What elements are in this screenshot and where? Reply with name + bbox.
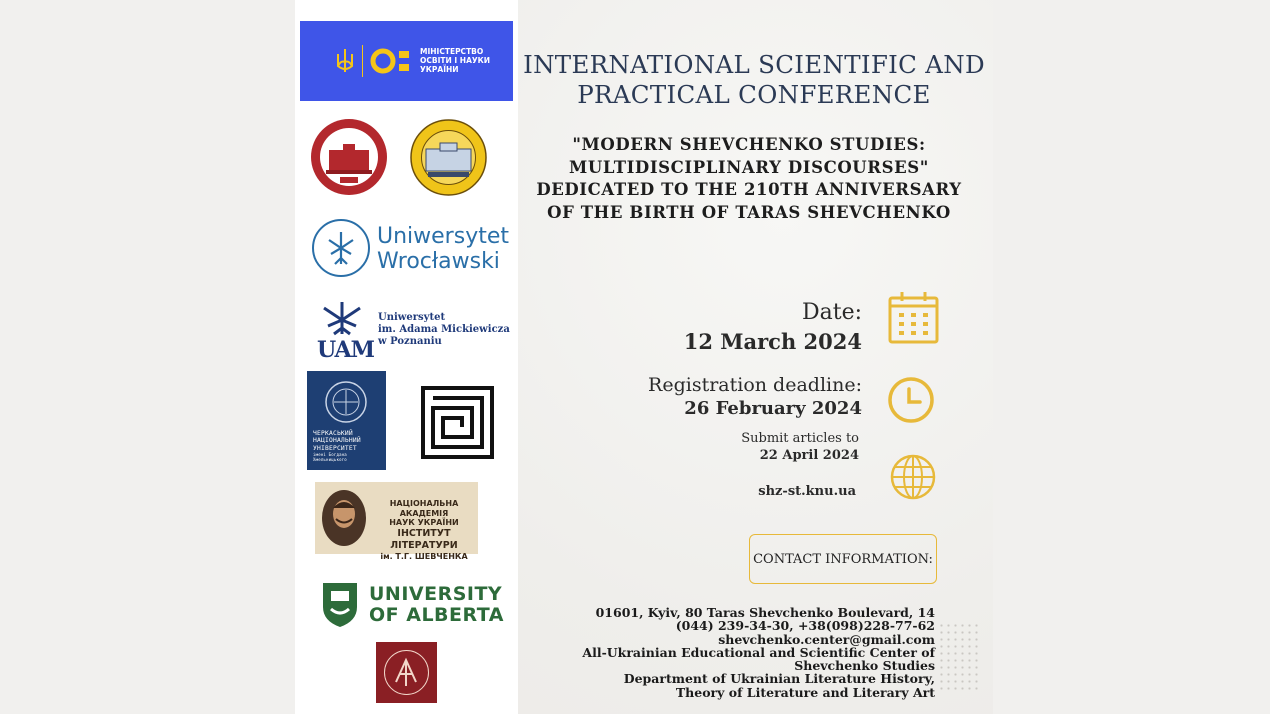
contact-line: Department of Ukrainian Literature History, bbox=[623, 671, 935, 687]
uwr-eagle-icon bbox=[311, 218, 371, 278]
contact-email[interactable]: shevchenko.center@gmail.com bbox=[718, 631, 935, 647]
calendar-icon bbox=[888, 290, 939, 344]
knu-seal-logo bbox=[310, 118, 388, 196]
trident-icon bbox=[335, 48, 355, 74]
subtitle-line: OF THE BIRTH OF TARAS SHEVCHENKO bbox=[547, 202, 951, 222]
uam-line: im. Adama Mickiewicza bbox=[378, 324, 510, 335]
cnu-crest-icon bbox=[320, 379, 372, 425]
cnu-logo bbox=[307, 371, 386, 470]
ualberta-line: OF ALBERTA bbox=[369, 604, 504, 626]
subtitle-line: MULTIDISCIPLINARY DISCOURSES" bbox=[569, 157, 929, 177]
ministry-divider bbox=[362, 45, 363, 77]
date-value: 12 March 2024 bbox=[683, 329, 862, 354]
institute-seal-logo bbox=[410, 119, 487, 196]
ministry-line: МІНІСТЕРСТВО bbox=[420, 47, 484, 56]
uam-wordmark bbox=[378, 312, 510, 348]
center-emblem-icon bbox=[382, 648, 431, 697]
contact-details bbox=[560, 606, 935, 699]
ministry-logo bbox=[300, 21, 513, 101]
shevchenko-center-logo bbox=[376, 642, 437, 703]
website-link[interactable]: shz-st.knu.ua bbox=[758, 484, 856, 499]
submit-label: Submit articles to bbox=[741, 431, 859, 446]
ilit-line: ім. Т.Г. ШЕВЧЕНКА bbox=[380, 551, 468, 561]
ualberta-line: UNIVERSITY bbox=[369, 583, 503, 605]
cnu-name bbox=[313, 430, 381, 463]
submit-value: 22 April 2024 bbox=[759, 448, 859, 463]
subtitle-line: DEDICATED TO THE 210TH ANNIVERSARY bbox=[536, 180, 962, 199]
uam-line: w Poznaniu bbox=[378, 336, 442, 347]
ualberta-shield-icon bbox=[321, 581, 359, 629]
contact-address: 01601, Kyiv, 80 Taras Shevchenko Boulevard, 14 bbox=[595, 605, 935, 620]
cnu-line: НАЦІОНАЛЬНИЙ bbox=[313, 437, 361, 444]
cnu-line: імені Богдана Хмельницького bbox=[313, 452, 347, 462]
ilit-line: ІНСТИТУТ ЛІТЕРАТУРИ bbox=[390, 527, 458, 551]
registration-value: 26 February 2024 bbox=[684, 398, 862, 419]
ministry-emblem-icon bbox=[370, 47, 416, 75]
registration-label: Registration deadline: bbox=[648, 374, 862, 396]
shevchenko-portrait-icon bbox=[319, 488, 369, 548]
ilit-line: НАУК УКРАЇНИ bbox=[389, 518, 459, 527]
clock-icon bbox=[887, 376, 935, 424]
uwr-line: Wrocławski bbox=[377, 249, 500, 274]
globe-icon bbox=[889, 453, 937, 501]
uam-eagle-icon bbox=[318, 298, 366, 338]
contact-information-button[interactable]: CONTACT INFORMATION: bbox=[749, 534, 937, 584]
maze-logo bbox=[421, 386, 494, 459]
ualberta-wordmark bbox=[369, 584, 504, 626]
subtitle-line: "MODERN SHEVCHENKO STUDIES: bbox=[572, 135, 926, 154]
contact-phones: (044) 239-34-30, +38(098)228-77-62 bbox=[675, 618, 935, 634]
institute-literature-logo bbox=[315, 482, 478, 561]
conference-title: INTERNATIONAL SCIENTIFIC AND PRACTICAL CONFERENCE bbox=[523, 50, 985, 109]
ministry-line: ОСВІТИ І НАУКИ bbox=[420, 56, 491, 65]
cnu-line: ЧЕРКАСЬКИЙ bbox=[313, 429, 353, 437]
contact-line: Theory of Literature and Literary Art bbox=[675, 684, 935, 700]
decorative-dot-grid bbox=[938, 622, 978, 692]
conference-subtitle bbox=[520, 134, 978, 224]
contact-line: All-Ukrainian Educational and Scientific Center of bbox=[582, 644, 935, 660]
ilit-line: НАЦІОНАЛЬНА АКАДЕМІЯ bbox=[389, 499, 459, 518]
cnu-line: УНІВЕРСИТЕТ bbox=[313, 444, 357, 452]
uam-line: Uniwersytet bbox=[378, 312, 446, 323]
ministry-line: УКРАЇНИ bbox=[420, 65, 459, 74]
institute-literature-name bbox=[373, 499, 475, 561]
contact-line: Shevchenko Studies bbox=[794, 658, 935, 674]
date-label: Date: bbox=[801, 300, 862, 325]
uwr-wordmark bbox=[377, 224, 509, 274]
uwr-line: Uniwersytet bbox=[377, 224, 509, 249]
uam-mark: UAM bbox=[317, 337, 374, 363]
ministry-name bbox=[420, 47, 520, 74]
